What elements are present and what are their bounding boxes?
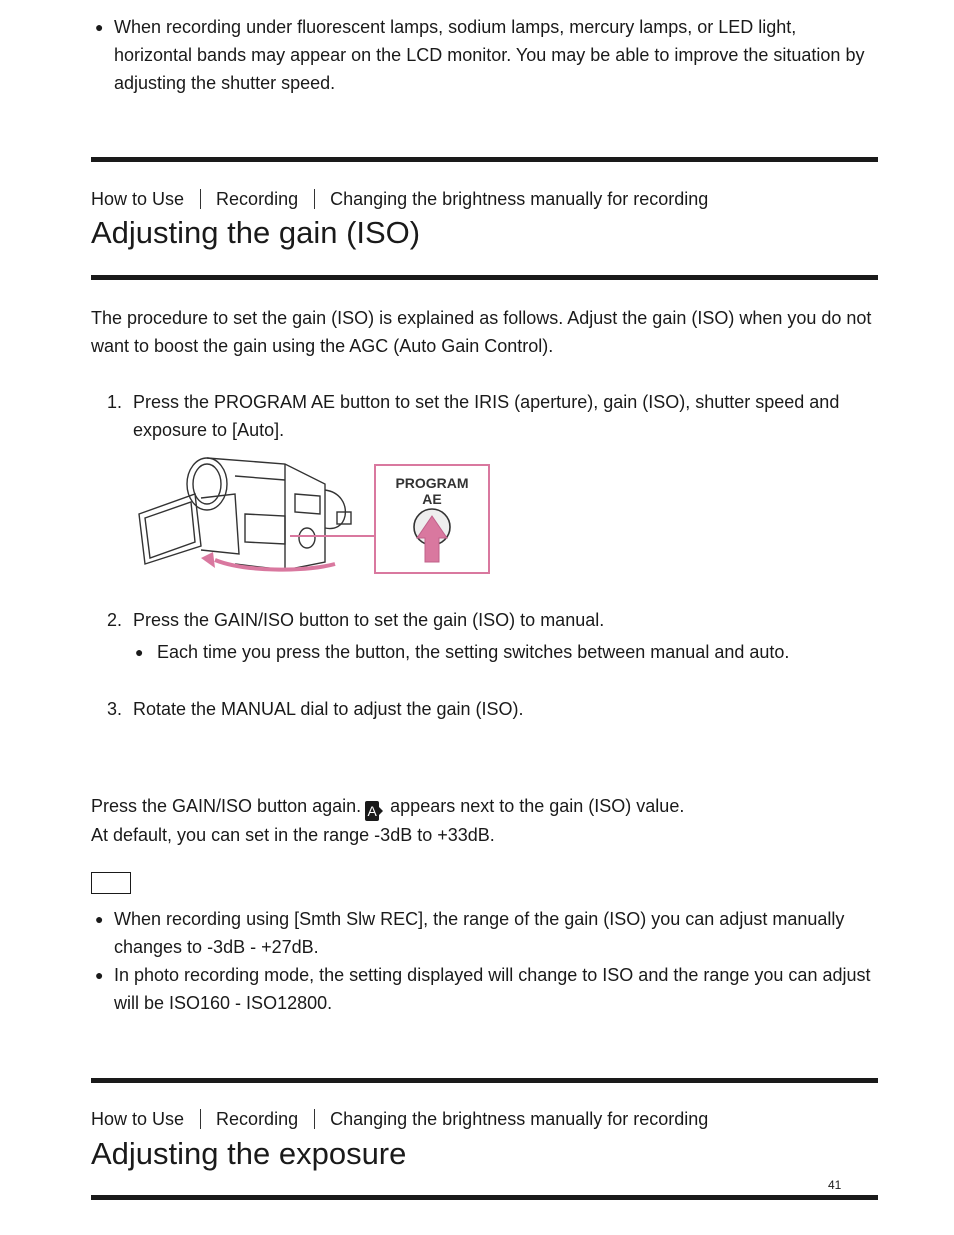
- step-2-bullet: ● Each time you press the button, the setting switches between manual and auto.: [135, 642, 790, 662]
- breadcrumb-how-to-use[interactable]: How to Use: [91, 189, 185, 209]
- breadcrumb-separator: [314, 1109, 315, 1129]
- auto-indicator-icon: A: [365, 801, 379, 821]
- list-item: ● In photo recording mode, the setting displayed will change to ISO and the range you can adjust will be ISO160 - ISO12800.: [95, 965, 871, 1013]
- page-number: 41: [828, 1178, 842, 1192]
- section-divider: [91, 157, 878, 162]
- title-underline: [91, 275, 878, 280]
- program-ae-label-line1: PROGRAM: [395, 475, 469, 491]
- list-item: ● When recording under fluorescent lamps, sodium lamps, mercury lamps, or LED light, horizontal bands may appear on the LCD monitor. You may be able to improve the situation by adjusting the shutter speed.: [95, 17, 865, 93]
- breadcrumb-how-to-use[interactable]: How to Use: [91, 1109, 185, 1129]
- breadcrumb-separator: [200, 189, 201, 209]
- page-title: Adjusting the gain (ISO): [91, 215, 421, 250]
- breadcrumb: [91, 1107, 708, 1131]
- list-item: ● When recording using [Smth Slw REC], the range of the gain (ISO) you can adjust manually changes to -3dB - +27dB.: [95, 909, 845, 957]
- section-title: Adjusting the exposure: [91, 1136, 407, 1171]
- auto-paragraph: Press the GAIN/ISO button again. A appears next to the gain (ISO) value. At default, you can set in the range -3dB to +33dB.: [91, 796, 685, 845]
- breadcrumb-separator: [200, 1109, 201, 1129]
- breadcrumb-brightness[interactable]: Changing the brightness manually for recording: [330, 189, 709, 209]
- step-1: 1. Press the PROGRAM AE button to set the IRIS (aperture), gain (ISO), shutter speed and exposure to [Auto].: [107, 392, 840, 440]
- camcorder-illustration: [135, 454, 491, 578]
- program-ae-label-line2: AE: [422, 491, 442, 507]
- breadcrumb-separator: [314, 189, 315, 209]
- top-notes-list: [91, 13, 878, 97]
- step-2: 2. Press the GAIN/ISO button to set the gain (ISO) to manual.: [107, 610, 605, 630]
- title-underline: [91, 1195, 878, 1200]
- breadcrumb-brightness[interactable]: Changing the brightness manually for recording: [330, 1109, 709, 1129]
- note-box: [91, 872, 131, 894]
- camcorder-icon: [139, 458, 351, 570]
- intro-paragraph: The procedure to set the gain (ISO) is explained as follows. Adjust the gain (ISO) when you do not want to boost the gain using the AGC (Auto Gain Control).: [91, 308, 872, 356]
- breadcrumb-recording[interactable]: Recording: [216, 189, 299, 209]
- breadcrumb: [91, 187, 708, 211]
- notes-list: [91, 905, 878, 1017]
- breadcrumb-recording[interactable]: Recording: [216, 1109, 299, 1129]
- section-divider: [91, 1078, 878, 1083]
- step-3: 3. Rotate the MANUAL dial to adjust the gain (ISO).: [107, 699, 524, 719]
- rotate-arrow-icon: [215, 560, 335, 570]
